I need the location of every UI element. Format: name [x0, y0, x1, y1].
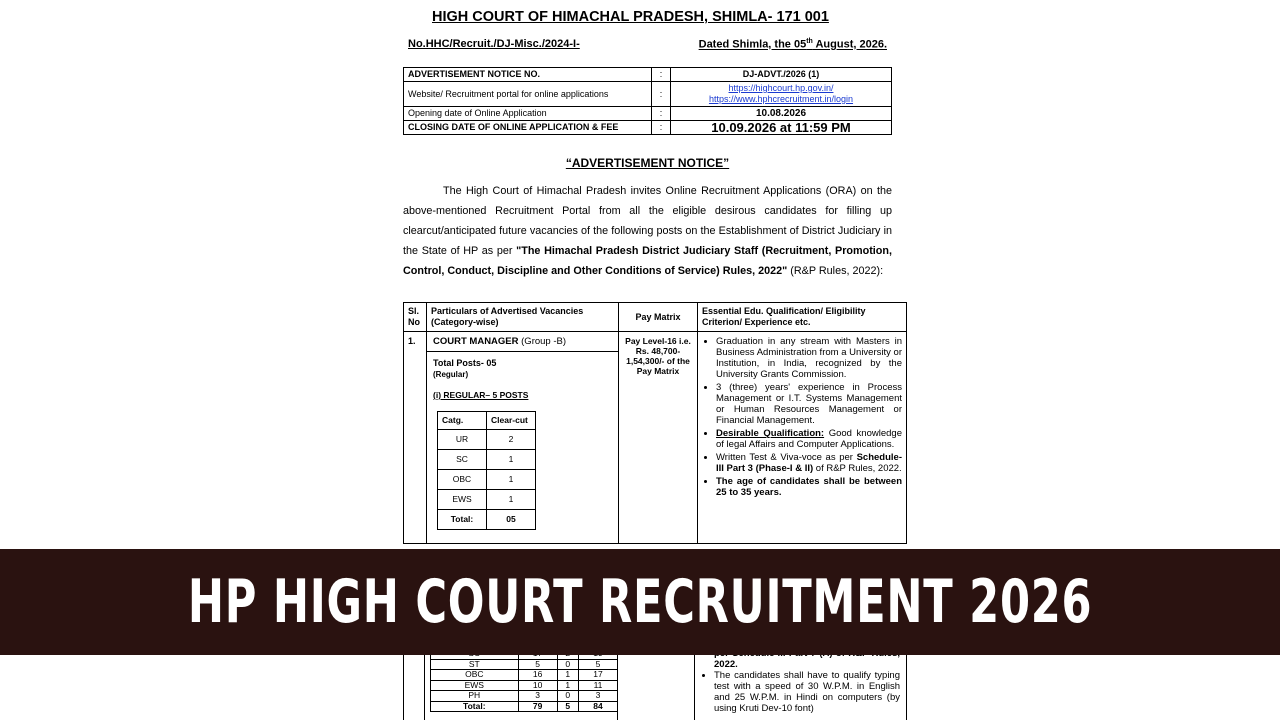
catg-header: Catg.	[438, 412, 487, 430]
closing-label: CLOSING DATE OF ONLINE APPLICATION & FEE	[404, 121, 652, 135]
pay-header: Pay Matrix	[619, 303, 698, 332]
sl-header: Sl. No	[404, 303, 427, 332]
category-row: EWS 1	[438, 490, 536, 510]
regular-heading: (i) REGULAR– 5 POSTS	[433, 390, 529, 400]
qualification-list	[698, 332, 907, 544]
closing-row	[404, 121, 892, 135]
sl-number: 1.	[404, 332, 427, 544]
qualification-item: • The age of candidates shall be between 25 to 35 years.	[716, 476, 902, 498]
advt-value: DJ-ADVT./2026 (1)	[671, 68, 892, 82]
court-title: HIGH COURT OF HIMACHAL PRADESH, SHIMLA- 171 001	[432, 9, 829, 25]
lower-row: OBC 16 1 17	[431, 670, 618, 681]
intro-paragraph: The High Court of Himachal Pradesh invites Online Recruitment Applications (ORA) on the above-mentioned Recruitment Portal from all the eligible desirous candidates for filling up clearcut/anticipated future vacancies of the following posts on the Establishment of District Judiciary in the State of HP as per "The Himachal Pradesh District Judiciary Staff (Recruitment, Promotion, Control, Conduct, Discipline and Other Conditions of Service) Rules, 2022" (R&P Rules, 2022):	[403, 185, 892, 277]
total-posts: Total Posts- 05	[433, 358, 497, 368]
opening-row	[404, 107, 892, 121]
qualification-item: • Written Test & Viva-voce as per Schedule-III Part 3 (Phase-I & II) of R&P Rules, 2022.	[716, 452, 902, 474]
opening-value: 10.08.2026	[671, 107, 892, 121]
clearcut-header: Clear-cut	[487, 412, 536, 430]
advertisement-heading: “ADVERTISEMENT NOTICE”	[565, 156, 730, 170]
regular-label: (Regular)	[433, 370, 469, 379]
info-table	[403, 67, 892, 135]
pay-matrix: Pay Level-16 i.e. Rs. 48,700-1,54,300/- of the Pay Matrix	[619, 332, 698, 544]
qualification-item: • Desirable Qualification: Good knowledge of legal Affairs and Computer Applications.	[716, 428, 902, 450]
highcourt-link[interactable]: https://highcourt.hp.gov.in/	[728, 83, 834, 93]
lower-rules-ref: 2022.	[714, 659, 738, 670]
posts-table	[403, 302, 907, 544]
qualification-item: • 3 (three) years' experience in Process Management or I.T. Systems Management or Human Resources Management or Financial Management.	[716, 382, 902, 426]
website-label: Website/ Recruitment portal for online applications	[404, 82, 652, 107]
qualification-header: Essential Edu. Qualification/ Eligibility Criterion/ Experience etc.	[698, 303, 907, 332]
category-total-row: Total: 05	[438, 510, 536, 530]
lower-row: PH 3 0 3	[431, 691, 618, 702]
typing-test-item: • The candidates shall have to qualify typing test with a speed of 30 W.P.M. in English and 25 W.P.M. in Hindi on computers (by using Kruti Dev-10 font)	[714, 670, 900, 714]
post-particulars	[427, 332, 619, 544]
lower-total-row: Total: 79 5 84	[431, 701, 618, 712]
recruitment-portal-link[interactable]: https://www.hphcrecruitment.in/login	[708, 94, 854, 104]
category-row: SC 1	[438, 450, 536, 470]
banner-title: HP HIGH COURT RECRUITMENT 2026	[187, 567, 1093, 637]
lower-row: EWS 10 1 11	[431, 680, 618, 691]
post-row-court-manager	[404, 332, 907, 544]
website-row	[404, 82, 892, 107]
title-banner	[0, 549, 1280, 655]
colon: :	[652, 121, 671, 135]
qualification-item: • Graduation in any stream with Masters in Business Administration from a University or Institution, in India, recognized by the University Grants Commission.	[716, 336, 902, 380]
lower-row: ST 5 0 5	[431, 659, 618, 670]
post-name: COURT MANAGER (Group -B)	[427, 332, 618, 352]
colon: :	[652, 68, 671, 82]
reference-number: No.HHC/Recruit./DJ-Misc./2024-I-	[408, 38, 580, 50]
dated-line: Dated Shimla, the 05th August, 2026.	[698, 38, 887, 51]
particulars-header: Particulars of Advertised Vacancies (Category-wise)	[427, 303, 619, 332]
category-row: OBC 1	[438, 470, 536, 490]
advt-label: ADVERTISEMENT NOTICE NO.	[404, 68, 652, 82]
lower-qualification-text	[700, 648, 900, 714]
posts-header-row	[404, 303, 907, 332]
closing-value: 10.09.2026 at 11:59 PM	[671, 121, 892, 135]
website-links	[671, 82, 892, 107]
category-table	[437, 411, 536, 530]
opening-label: Opening date of Online Application	[404, 107, 652, 121]
colon: :	[652, 107, 671, 121]
advt-row	[404, 68, 892, 82]
lower-category-table	[430, 648, 618, 712]
category-row: UR 2	[438, 430, 536, 450]
colon: :	[652, 82, 671, 107]
